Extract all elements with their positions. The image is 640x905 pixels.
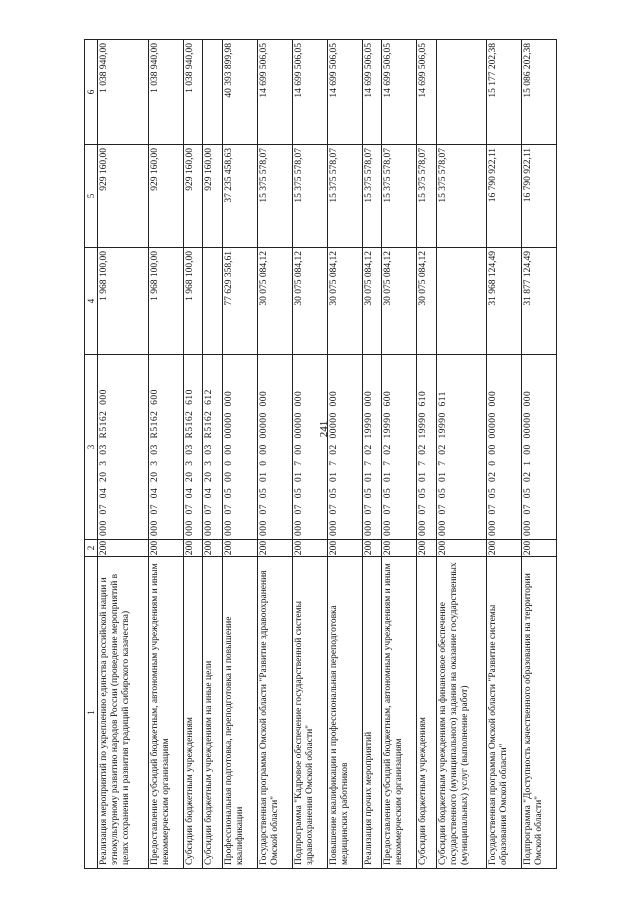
row-group-cell: 200 bbox=[257, 540, 292, 557]
amount-value: 1 038 940,00 bbox=[184, 43, 195, 93]
table-row bbox=[183, 40, 203, 869]
row-name-cell: Предоставление субсидий бюджетным, автономным учреждениям и иным некоммерческим организациям bbox=[382, 557, 417, 869]
table-row bbox=[436, 40, 486, 869]
code-line: 000 07 05 01 7 02 00000 000 bbox=[328, 390, 339, 536]
header-row bbox=[85, 40, 98, 869]
table-row bbox=[203, 40, 223, 869]
row-group-cell: 200 bbox=[327, 540, 362, 557]
row-group-cell: 200 bbox=[521, 540, 556, 557]
row-code-cell bbox=[436, 355, 486, 540]
row-v5-cell bbox=[203, 145, 223, 248]
code-line: 000 07 05 01 7 02 19990 610 bbox=[418, 390, 429, 536]
row-v6-cell bbox=[417, 40, 437, 145]
row-name-cell: Субсидии бюджетным учреждениям bbox=[183, 557, 203, 869]
code-line: 000 07 05 01 0 00 00000 000 bbox=[258, 390, 269, 536]
row-v6-cell bbox=[257, 40, 292, 145]
amount-value: 14 699 506,05 bbox=[328, 43, 339, 98]
row-code-cell bbox=[292, 355, 327, 540]
row-v4-cell bbox=[521, 248, 556, 355]
rotated-table-container bbox=[84, 40, 557, 869]
row-name-cell: Субсидии бюджетным учреждениям bbox=[417, 557, 437, 869]
amount-value: 40 393 899,98 bbox=[223, 43, 234, 98]
row-v5-cell bbox=[417, 145, 437, 248]
row-group-cell: 200 bbox=[382, 540, 417, 557]
row-name-cell: Субсидии бюджетным учреждениям на финансовое обеспечение государственного (муниципального) задания на оказание государственных (муниципальных) услуг (выполнение работ) bbox=[436, 557, 486, 869]
amount-value: 929 160,00 bbox=[149, 148, 160, 191]
table-row bbox=[417, 40, 437, 869]
amount-value: 16 790 922,11 bbox=[522, 148, 533, 203]
row-v5-cell bbox=[487, 145, 522, 248]
code-line: 000 07 04 20 3 03 R5162 600 bbox=[149, 389, 160, 536]
header-col-2: 2 bbox=[85, 540, 98, 557]
row-v5-cell bbox=[436, 145, 486, 248]
amount-value: 31 968 124,49 bbox=[488, 251, 498, 306]
amount-value: 15 375 578,07 bbox=[437, 148, 448, 203]
row-v6-cell bbox=[183, 40, 203, 145]
row-v4-cell bbox=[183, 248, 203, 355]
table-row bbox=[487, 40, 522, 869]
row-v4-cell bbox=[327, 248, 362, 355]
amount-value: 14 699 506,05 bbox=[293, 43, 304, 98]
header-col-5: 5 bbox=[85, 145, 98, 248]
amount-value: 15 375 578,07 bbox=[328, 148, 339, 203]
amount-value: 30 075 084,12 bbox=[383, 251, 394, 306]
row-v4-cell bbox=[148, 248, 183, 355]
table-row bbox=[257, 40, 292, 869]
table-row bbox=[148, 40, 183, 869]
row-v4-cell bbox=[417, 248, 437, 355]
amount-value: 1 968 100,00 bbox=[184, 251, 195, 301]
row-v5-cell bbox=[148, 145, 183, 248]
row-v4-cell bbox=[222, 248, 257, 355]
code-line: 000 07 05 00 0 00 00000 000 bbox=[223, 390, 234, 536]
row-v4-cell bbox=[292, 248, 327, 355]
row-v6-cell bbox=[222, 40, 257, 145]
row-name-cell: Субсидии бюджетным учреждениям на иные цели bbox=[203, 557, 223, 869]
row-v4-cell bbox=[382, 248, 417, 355]
row-v6-cell bbox=[148, 40, 183, 145]
row-name-cell: Подпрограмма "Кадровое обеспечение государственной системы здравоохранения Омской области" bbox=[292, 557, 327, 869]
row-code-cell bbox=[98, 355, 148, 540]
amount-value: 15 375 578,07 bbox=[383, 148, 394, 203]
row-code-cell bbox=[521, 355, 556, 540]
row-group-cell: 200 bbox=[203, 540, 223, 557]
table-row bbox=[362, 40, 382, 869]
row-v5-cell bbox=[257, 145, 292, 248]
row-name-cell: Повышение квалификации и профессиональная переподготовка медицинских работников bbox=[327, 557, 362, 869]
code-line: 000 07 04 20 3 03 R5162 610 bbox=[184, 389, 195, 536]
row-name-cell: Государственная программа Омской области "Развитие здравоохранения Омской области" bbox=[257, 557, 292, 869]
row-code-cell bbox=[203, 355, 223, 540]
row-v6-cell bbox=[292, 40, 327, 145]
header-col-3: 3 bbox=[85, 355, 98, 540]
header-col-4: 4 bbox=[85, 248, 98, 355]
amount-value: 30 075 084,12 bbox=[418, 251, 429, 306]
header-col-6: 6 bbox=[85, 40, 98, 145]
row-code-cell bbox=[327, 355, 362, 540]
row-name-cell: Предоставление субсидий бюджетным, автономным учреждениям и иным некоммерческим организациям bbox=[148, 557, 183, 869]
amount-value: 30 075 084,12 bbox=[258, 251, 269, 306]
amount-value: 16 790 922,11 bbox=[488, 148, 498, 203]
amount-value: 14 699 506,05 bbox=[383, 43, 394, 98]
amount-value: 14 699 506,05 bbox=[363, 43, 374, 98]
row-v5-cell bbox=[183, 145, 203, 248]
row-v5-cell bbox=[292, 145, 327, 248]
row-v4-cell bbox=[203, 248, 223, 355]
row-name-cell: Государственная программа Омской области "Развитие системы образования Омской области" bbox=[487, 557, 522, 869]
row-code-cell bbox=[487, 355, 522, 540]
row-v6-cell bbox=[521, 40, 556, 145]
row-code-cell bbox=[362, 355, 382, 540]
row-group-cell: 200 bbox=[362, 540, 382, 557]
row-code-cell bbox=[382, 355, 417, 540]
amount-value: 15 375 578,07 bbox=[293, 148, 304, 203]
code-line: 000 07 05 02 0 00 00000 000 bbox=[488, 390, 498, 536]
budget-table bbox=[84, 39, 557, 869]
code-line: 000 07 05 02 1 00 00000 000 bbox=[522, 390, 533, 536]
amount-value: 31 877 124,49 bbox=[522, 251, 533, 306]
row-group-cell: 200 bbox=[183, 540, 203, 557]
row-v4-cell bbox=[98, 248, 148, 355]
amount-value: 1 038 940,00 bbox=[149, 43, 160, 93]
row-name-cell: Реализация прочих мероприятий bbox=[362, 557, 382, 869]
row-v6-cell bbox=[436, 40, 486, 145]
table-row bbox=[521, 40, 556, 869]
row-v4-cell bbox=[436, 248, 486, 355]
amount-value: 37 235 458,63 bbox=[223, 148, 234, 203]
code-line: 000 07 05 01 7 02 19990 600 bbox=[383, 390, 394, 536]
row-v5-cell bbox=[382, 145, 417, 248]
code-line: 000 07 04 20 3 03 R5162 612 bbox=[204, 389, 215, 536]
amount-value: 30 075 084,12 bbox=[363, 251, 374, 306]
row-v4-cell bbox=[257, 248, 292, 355]
amount-value: 1 968 100,00 bbox=[149, 251, 160, 301]
table-row bbox=[222, 40, 257, 869]
code-line: 000 07 05 01 7 02 19990 611 bbox=[437, 391, 448, 536]
row-code-cell bbox=[417, 355, 437, 540]
table-row bbox=[292, 40, 327, 869]
amount-value: 929 160,00 bbox=[99, 148, 110, 191]
table-row bbox=[98, 40, 148, 869]
amount-value: 929 160,00 bbox=[204, 148, 215, 191]
header-col-1: 1 bbox=[85, 557, 98, 869]
row-v5-cell bbox=[98, 145, 148, 248]
row-code-cell bbox=[257, 355, 292, 540]
amount-value: 15 375 578,07 bbox=[258, 148, 269, 203]
table-row bbox=[382, 40, 417, 869]
row-group-cell: 200 bbox=[98, 540, 148, 557]
row-group-cell: 200 bbox=[436, 540, 486, 557]
row-group-cell: 200 bbox=[292, 540, 327, 557]
amount-value: 14 699 506,05 bbox=[258, 43, 269, 98]
code-line: 000 07 05 01 7 02 19990 000 bbox=[363, 390, 374, 536]
code-line: 000 07 05 01 7 00 00000 000 bbox=[293, 390, 304, 536]
row-v6-cell bbox=[382, 40, 417, 145]
amount-value: 15 086 202,38 bbox=[522, 43, 533, 98]
amount-value: 15 375 578,07 bbox=[363, 148, 374, 203]
row-code-cell bbox=[183, 355, 203, 540]
amount-value: 14 699 506,05 bbox=[418, 43, 429, 98]
amount-value: 15 177 202,38 bbox=[488, 43, 498, 98]
row-v6-cell bbox=[362, 40, 382, 145]
row-v4-cell bbox=[487, 248, 522, 355]
row-group-cell: 200 bbox=[487, 540, 522, 557]
row-code-cell bbox=[222, 355, 257, 540]
row-name-cell: Подпрограмма "Доступность качественного образования на территории Омской области" bbox=[521, 557, 556, 869]
amount-value: 929 160,00 bbox=[184, 148, 195, 191]
amount-value: 77 629 358,61 bbox=[223, 251, 234, 306]
amount-value: 15 375 578,07 bbox=[418, 148, 429, 203]
row-name-cell: Профессиональная подготовка, переподготовка и повышение квалификации bbox=[222, 557, 257, 869]
row-v5-cell bbox=[222, 145, 257, 248]
row-v5-cell bbox=[521, 145, 556, 248]
amount-value: 30 075 084,12 bbox=[328, 251, 339, 306]
row-group-cell: 200 bbox=[148, 540, 183, 557]
page-number: 241 bbox=[318, 420, 330, 438]
row-v6-cell bbox=[98, 40, 148, 145]
row-name-cell: Реализация мероприятий по укреплению единства российской нации и этнокультурному развитию народов России (проведение мероприятий в целях сохранения и развития традиций сибирского казачества) bbox=[98, 557, 148, 869]
row-code-cell bbox=[148, 355, 183, 540]
row-group-cell: 200 bbox=[222, 540, 257, 557]
row-group-cell: 200 bbox=[417, 540, 437, 557]
row-v6-cell bbox=[487, 40, 522, 145]
amount-value: 1 038 940,00 bbox=[99, 43, 110, 93]
row-v5-cell bbox=[327, 145, 362, 248]
amount-value: 30 075 084,12 bbox=[293, 251, 304, 306]
row-v5-cell bbox=[362, 145, 382, 248]
row-v6-cell bbox=[203, 40, 223, 145]
row-v6-cell bbox=[327, 40, 362, 145]
amount-value: 1 968 100,00 bbox=[99, 251, 110, 301]
row-v4-cell bbox=[362, 248, 382, 355]
code-line: 000 07 04 20 3 03 R5162 000 bbox=[99, 389, 110, 536]
table-row bbox=[327, 40, 362, 869]
